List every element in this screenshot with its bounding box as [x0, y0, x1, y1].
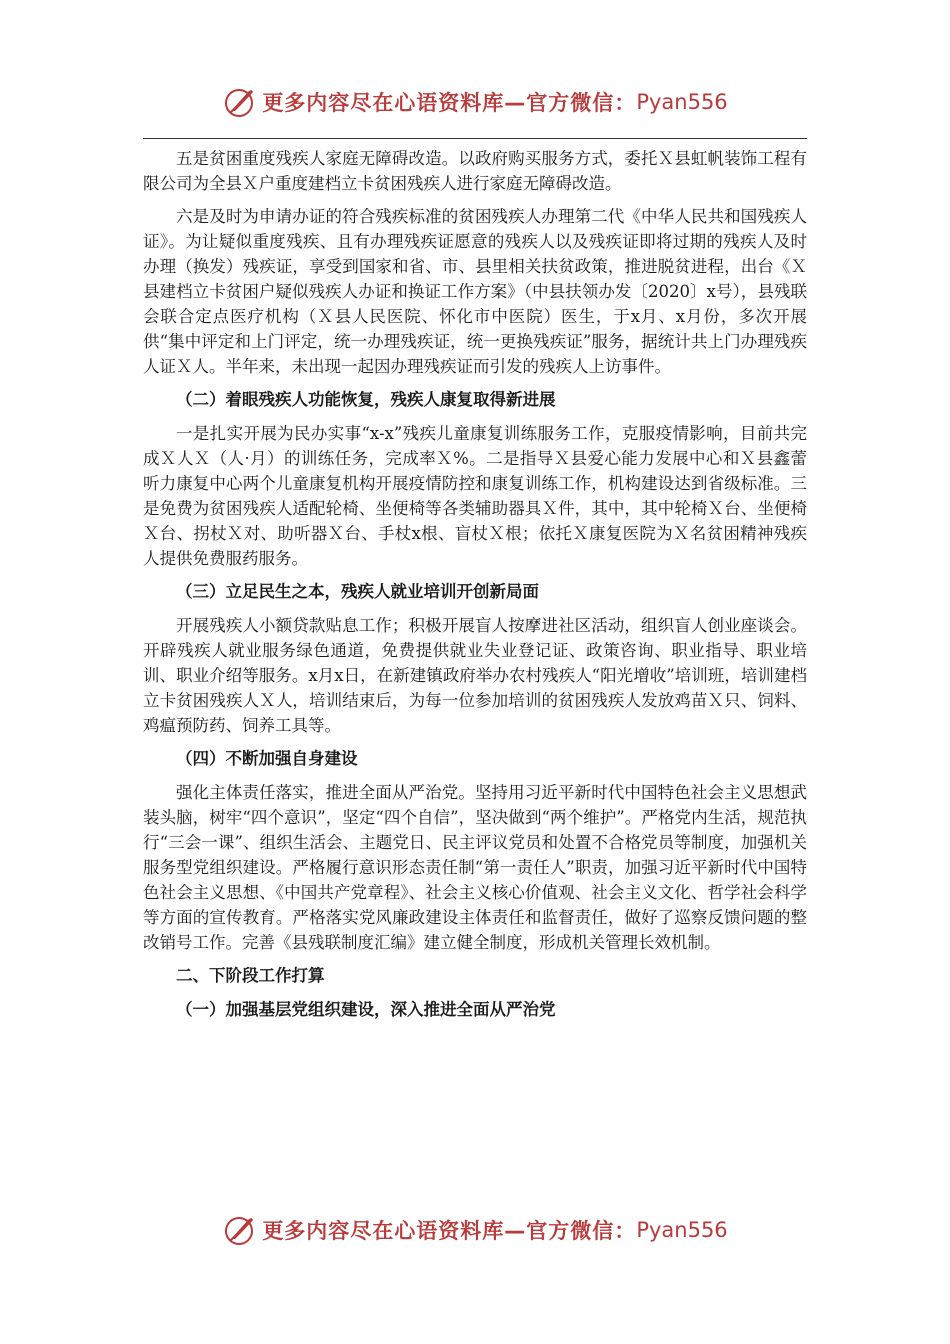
section-heading: （二）着眼残疾人功能恢复，残疾人康复取得新进展	[176, 390, 556, 409]
watermark-text: 更多内容尽在心语资料库—官方微信：	[262, 91, 637, 115]
header-rule	[143, 138, 807, 139]
quill-pen-icon	[222, 84, 258, 120]
watermark-text: 更多内容尽在心语资料库—官方微信：	[262, 1219, 637, 1243]
paragraph: 一是扎实开展为民办实事“x-x”残疾儿童康复训练服务工作，克服疫情影响，目前共完成Ｘ人Ｘ（人·月）的训练任务，完成率Ｘ%。二是指导Ｘ县爱心能力发展中心和Ｘ县鑫蕾听力康复中心两个儿童康复机构开展疫情防控和康复训练工作，机构建设达到省级标准。三是免费为贫困残疾人适配轮椅、坐便椅等各类辅助器具Ｘ件，其中，其中轮椅Ｘ台、坐便椅Ｘ台、拐杖Ｘ对、助听器Ｘ台、手杖x根、盲杖Ｘ根；依托Ｘ康复医院为Ｘ名贫困精神残疾人提供免费服药服务。	[143, 424, 807, 568]
watermark-code: Pyan556	[636, 90, 728, 114]
quill-pen-icon	[222, 1212, 258, 1248]
watermark-header	[0, 80, 950, 124]
watermark-footer	[0, 1208, 950, 1252]
watermark-code: Pyan556	[636, 1218, 728, 1242]
section-heading: 二、下阶段工作打算	[176, 966, 325, 985]
section-heading: （三）立足民生之本，残疾人就业培训开创新局面	[176, 582, 539, 601]
paragraph: 强化主体责任落实，推进全面从严治党。坚持用习近平新时代中国特色社会主义思想武装头脑，树牢“四个意识”，坚定“四个自信”，坚决做到“两个维护”。严格党内生活，规范执行“三会一课”、组织生活会、主题党日、民主评议党员和处置不合格党员等制度，加强机关服务型党组织建设。严格履行意识形态责任制“第一责任人”职责，加强习近平新时代中国特色社会主义思想、《中国共产党章程》、社会主义核心价值观、社会主义文化、哲学社会科学等方面的宣传教育。严格落实党风廉政建设主体责任和监督责任，做好了巡察反馈问题的整改销号工作。完善《县残联制度汇编》建立健全制度，形成机关管理长效机制。	[143, 783, 807, 952]
paragraph: 开展残疾人小额贷款贴息工作；积极开展盲人按摩进社区活动，组织盲人创业座谈会。开辟残疾人就业服务绿色通道，免费提供就业失业登记证、政策咨询、职业指导、职业培训、职业介绍等服务。x月x日，在新建镇政府举办农村残疾人“阳光增收”培训班，培训建档立卡贫困残疾人Ｘ人，培训结束后，为每一位参加培训的贫困残疾人发放鸡苗Ｘ只、饲料、鸡瘟预防药、饲养工具等。	[143, 616, 807, 735]
section-heading: （四）不断加强自身建设	[176, 749, 358, 768]
paragraph: 六是及时为申请办证的符合残疾标准的贫困残疾人办理第二代《中华人民共和国残疾人证》。为让疑似重度残疾、且有办理残疾证愿意的残疾人以及残疾证即将过期的残疾人及时办理（换发）残疾证，享受到国家和省、市、县里相关扶贫政策，推进脱贫进程，出台《Ｘ县建档立卡贫困户疑似残疾人办证和换证工作方案》（中县扶领办发〔2020〕x号），县残联会联合定点医疗机构（Ｘ县人民医院、怀化市中医院）医生，于x月、x月份，多次开展供“集中评定和上门评定，统一办理残疾证，统一更换残疾证”服务，据统计共上门办理残疾人证Ｘ人。半年来，未出现一起因办理残疾证而引发的残疾人上访事件。	[143, 207, 807, 376]
paragraph: 五是贫困重度残疾人家庭无障碍改造。以政府购买服务方式，委托Ｘ县虹帆装饰工程有限公司为全县Ｘ户重度建档立卡贫困残疾人进行家庭无障碍改造。	[143, 149, 807, 193]
document-body	[143, 146, 807, 1031]
section-heading: （一）加强基层党组织建设，深入推进全面从严治党	[176, 1000, 556, 1019]
